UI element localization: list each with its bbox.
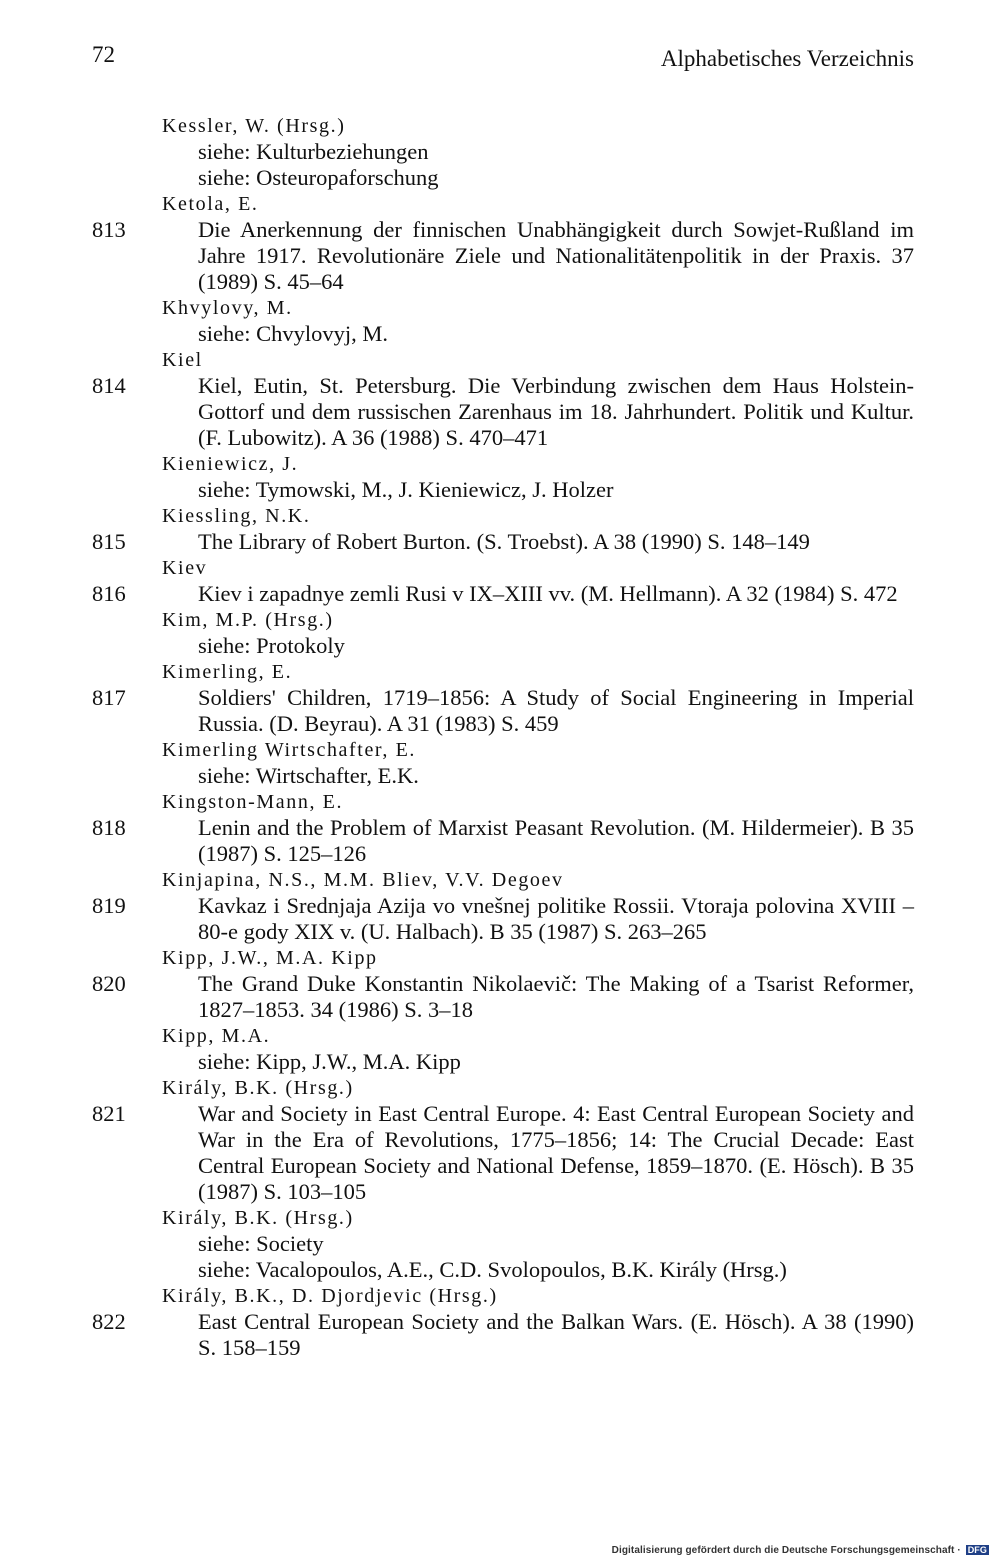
record-text: siehe: Kulturbeziehungen (198, 139, 429, 164)
entry-record (92, 529, 914, 555)
dfg-logo: DFG (967, 1545, 987, 1555)
index-entry (0, 659, 1000, 737)
entry-author: Khvylovy, M. (162, 297, 293, 319)
entry-record (92, 1101, 914, 1205)
record-text: siehe: Vacalopoulos, A.E., C.D. Svolopoulos, B.K. Király (Hrsg.) (198, 1257, 787, 1282)
entry-author: Király, B.K. (Hrsg.) (162, 1077, 354, 1099)
record-text: siehe: Tymowski, M., J. Kieniewicz, J. Holzer (198, 477, 614, 502)
record-text: Lenin and the Problem of Marxist Peasant Revolution. (M. Hildermeier). B 35 (1987) S. 125–126 (198, 815, 914, 866)
record-number: 814 (92, 373, 126, 398)
index-entry (0, 737, 1000, 789)
record-text: Kiev i zapadnye zemli Rusi v IX–XIII vv. (M. Hellmann). A 32 (1984) S. 472 (198, 581, 898, 606)
index-entry (0, 1075, 1000, 1205)
record-text: siehe: Osteuropaforschung (198, 165, 439, 190)
entry-record (92, 685, 914, 737)
record-text: The Grand Duke Konstantin Nikolaevič: The Making of a Tsarist Reformer, 1827–1853. 34 (1986) S. 3–18 (198, 971, 914, 1022)
entry-author: Kim, M.P. (Hrsg.) (162, 609, 334, 631)
entry-record (92, 815, 914, 867)
record-text: War and Society in East Central Europe. 4: East Central European Society and War in the Era of Revolutions, 1775–1856; 14: The Crucial Decade: East Central European Society and National Defense, 1859–1870. (E. Hösch). B 35 (1987) S. 103–105 (198, 1101, 914, 1204)
record-text: Kavkaz i Srednjaja Azija vo vnešnej politike Rossii. Vtoraja polovina XVIII – 80-e gody XIX v. (U. Halbach). B 35 (1987) S. 263–265 (198, 893, 914, 944)
record-text: The Library of Robert Burton. (S. Troebst). A 38 (1990) S. 148–149 (198, 529, 810, 554)
record-text: siehe: Wirtschafter, E.K. (198, 763, 419, 788)
cross-reference (198, 1231, 914, 1257)
cross-reference (198, 477, 914, 503)
entry-author: Kiev (162, 557, 208, 579)
entry-author: Ketola, E. (162, 193, 259, 215)
index-entry (0, 789, 1000, 867)
entry-record (92, 971, 914, 1023)
page-number: 72 (92, 42, 115, 67)
entry-author: Király, B.K., D. Djordjevic (Hrsg.) (162, 1285, 498, 1307)
cross-reference (198, 633, 914, 659)
entry-author: Király, B.K. (Hrsg.) (162, 1207, 354, 1229)
running-head: Alphabetisches Verzeichnis (660, 46, 914, 71)
entry-author: Kingston-Mann, E. (162, 791, 344, 813)
entry-author: Kiessling, N.K. (162, 505, 311, 527)
entry-author: Kiel (162, 349, 203, 371)
record-number: 821 (92, 1101, 126, 1126)
entry-record (92, 581, 914, 607)
footer-credit: Digitalisierung gefördert durch die Deutsche Forschungsgemeinschaft · DFG (611, 1545, 987, 1556)
index-entry (0, 1205, 1000, 1283)
record-number: 815 (92, 529, 126, 554)
index-entry (0, 295, 1000, 347)
cross-reference (198, 1257, 914, 1283)
index-entry (0, 503, 1000, 555)
entry-author: Kipp, J.W., M.A. Kipp (162, 947, 378, 969)
record-number: 813 (92, 217, 126, 242)
index-entries (0, 113, 1000, 1361)
entry-author: Kinjapina, N.S., M.M. Bliev, V.V. Degoev (162, 869, 564, 891)
entry-author: Kipp, M.A. (162, 1025, 271, 1047)
record-number: 817 (92, 685, 126, 710)
cross-reference (198, 763, 914, 789)
index-entry (0, 1283, 1000, 1361)
record-text: Soldiers' Children, 1719–1856: A Study of Social Engineering in Imperial Russia. (D. Beyrau). A 31 (1983) S. 459 (198, 685, 914, 736)
record-text: siehe: Society (198, 1231, 324, 1256)
footer-credit-text: Digitalisierung gefördert durch die Deutsche Forschungsgemeinschaft (611, 1545, 955, 1556)
record-number: 820 (92, 971, 126, 996)
index-entry (0, 347, 1000, 451)
record-number: 819 (92, 893, 126, 918)
entry-record (92, 1309, 914, 1361)
entry-author: Kessler, W. (Hrsg.) (162, 115, 346, 137)
entry-record (92, 217, 914, 295)
index-entry (0, 945, 1000, 1023)
index-entry (0, 113, 1000, 191)
entry-record (92, 373, 914, 451)
cross-reference (198, 1049, 914, 1075)
cross-reference (198, 321, 914, 347)
index-entry (0, 191, 1000, 295)
cross-reference (198, 165, 914, 191)
record-text: Die Anerkennung der finnischen Unabhängigkeit durch Sowjet-Rußland im Jahre 1917. Revolutionäre Ziele und Nationalitätenpolitik in der Praxis. 37 (1989) S. 45–64 (198, 217, 914, 294)
record-number: 816 (92, 581, 126, 606)
index-entry (0, 607, 1000, 659)
entry-record (92, 893, 914, 945)
record-number: 818 (92, 815, 126, 840)
entry-author: Kimerling Wirtschafter, E. (162, 739, 417, 761)
index-entry (0, 555, 1000, 607)
cross-reference (198, 139, 914, 165)
index-entry (0, 867, 1000, 945)
record-text: siehe: Chvylovyj, M. (198, 321, 388, 346)
index-entry (0, 1023, 1000, 1075)
entry-author: Kimerling, E. (162, 661, 293, 683)
record-text: East Central European Society and the Balkan Wars. (E. Hösch). A 38 (1990) S. 158–159 (198, 1309, 914, 1360)
record-text: siehe: Protokoly (198, 633, 345, 658)
index-entry (0, 451, 1000, 503)
record-text: siehe: Kipp, J.W., M.A. Kipp (198, 1049, 461, 1074)
record-number: 822 (92, 1309, 126, 1334)
record-text: Kiel, Eutin, St. Petersburg. Die Verbindung zwischen dem Haus Holstein-Gottorf und dem russischen Zarenhaus im 18. Jahrhundert. Politik und Kultur. (F. Lubowitz). A 36 (1988) S. 470–471 (198, 373, 914, 450)
entry-author: Kieniewicz, J. (162, 453, 299, 475)
